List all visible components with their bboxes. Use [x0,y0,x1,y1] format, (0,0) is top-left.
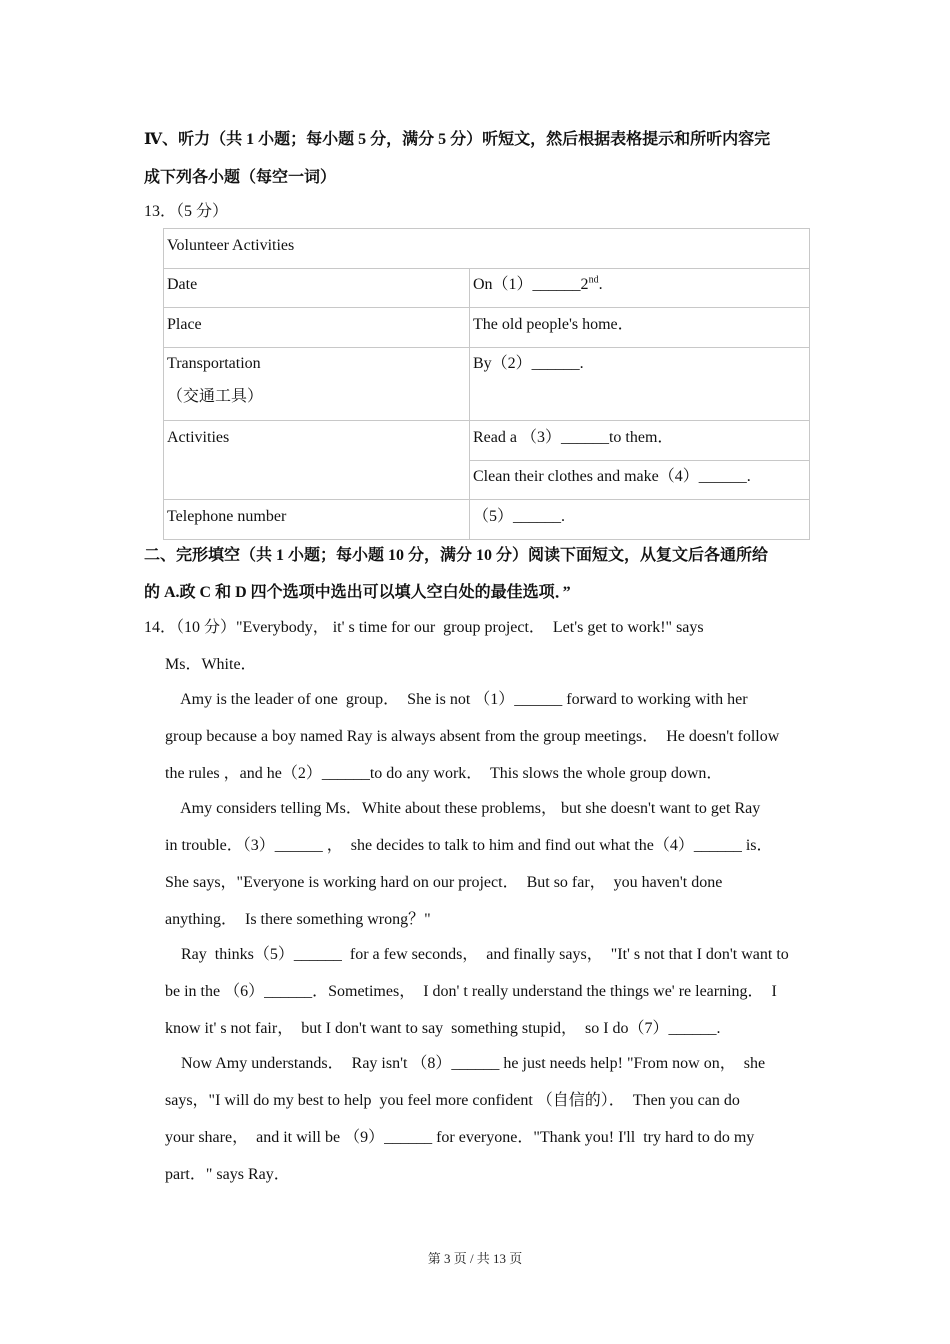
section-4-heading-line1: Ⅳ、听力（共 1 小题；每小题 5 分，满分 5 分）听短文，然后根据表格提示和所听内容完 [144,131,771,148]
passage-line: be in the （6）______．Sometimes， I don' t really understand the things we' re learning． I [165,983,777,1000]
phone-label: Telephone number [164,500,470,540]
passage-line: know it' s not fair， but I don't want to say something stupid， so I do（7）______. [165,1020,721,1037]
passage-line: your share， and it will be （9）______ for everyone．"Thank you! I'll try hard to do my [165,1129,755,1146]
passage-line: Ray thinks（5）______ for a few seconds， and finally says， "It' s not that I don't want to [165,946,789,963]
passage-line: Ms．White． [165,656,257,673]
table-title: Volunteer Activities [164,229,810,269]
passage-line: the rules ，and he（2）______to do any work． This slows the whole group down． [165,765,723,782]
question-14-line-1: 14．（10 分）"Everybody， it' s time for our group project． Let's get to work!" says [144,619,704,636]
date-label: Date [164,269,470,308]
passage-line: She says，"Everyone is working hard on our project． But so far， you haven't done [165,874,723,891]
passage-line: group because a boy named Ray is always absent from the group meetings． He doesn't follow [165,728,780,745]
activities-label: Activities [164,421,470,500]
passage-line: says，"I will do my best to help you feel more confident （自信的）． Then you can do [165,1092,740,1109]
volunteer-activities-table [163,228,810,540]
activity-1: Read a （3）______to them． [470,421,810,461]
place-label: Place [164,308,470,348]
transport-label-cell [164,348,470,421]
page-footer: 第 3 页 / 共 13 页 [427,1251,523,1266]
question-13-label: 13．（5 分） [144,203,229,220]
passage-line: part．" says Ray． [165,1166,290,1183]
transport-sub-label: （交通工具） [167,388,264,405]
passage-line: anything． Is there something wrong？" [165,911,431,928]
passage-line: Now Amy understands． Ray isn't （8）______ he just needs help! "From now on， she [165,1055,766,1072]
passage-line: Amy considers telling Ms．White about these problems， but she doesn't want to get Ray [165,800,761,817]
passage-line: in trouble．（3）______ ， she decides to talk to him and find out what the（4）______ is． [165,837,773,854]
section-2-heading-line1: 二、完形填空（共 1 小题；每小题 10 分，满分 10 分）阅读下面短文，从复文后各通所给 [144,547,769,564]
transport-label: Transportation [167,355,261,372]
phone-value: （5）______. [470,500,810,540]
date-value: On（1）______2nd. [470,269,810,308]
section-2-heading-line2: 的 A.政 C 和 D 四个选项中选出可以填人空白处的最佳选项．” [144,584,571,601]
transport-value: By（2）______. [470,348,810,421]
activity-2: Clean their clothes and make（4）______. [470,461,810,500]
passage-line: Amy is the leader of one group． She is not （1）______ forward to working with her [165,691,748,708]
place-value: The old people's home． [470,308,810,348]
section-4-heading-line2: 成下列各小题（每空一词） [144,169,337,186]
